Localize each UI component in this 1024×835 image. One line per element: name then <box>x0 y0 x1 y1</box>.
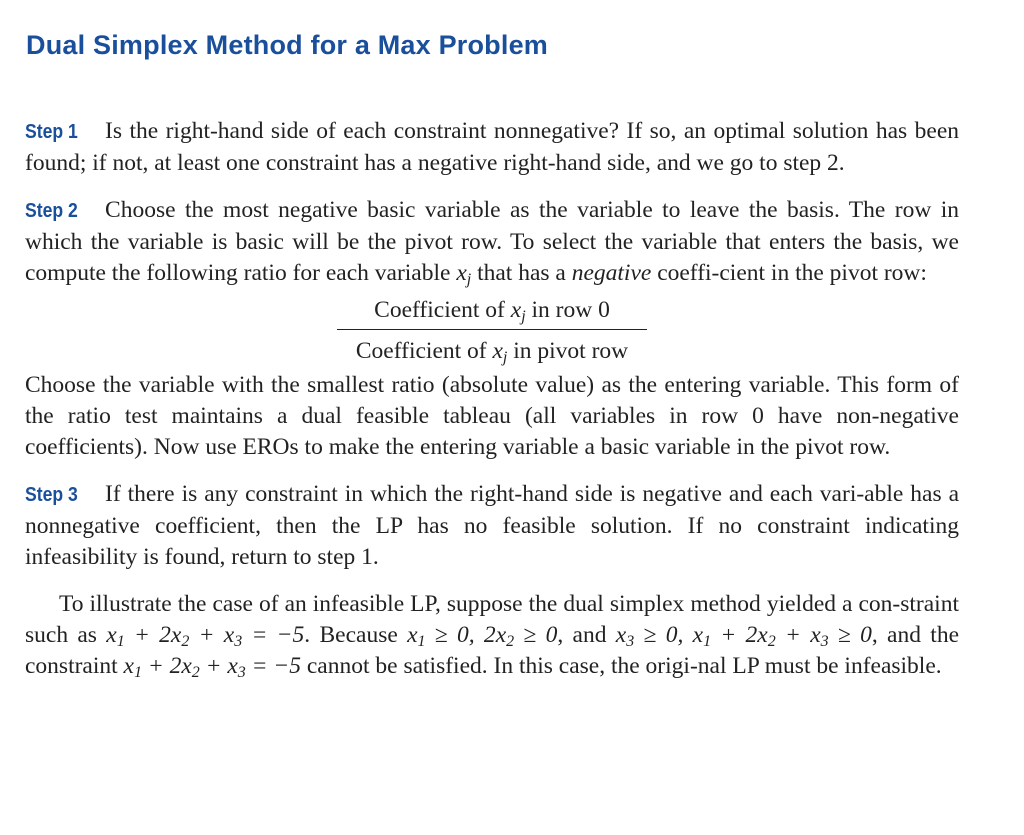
ratio-numerator: Coefficient of $x_j$ in row 0 <box>337 295 647 330</box>
step-1 <box>25 116 959 179</box>
equation-2: $x_1 \ge 0$, $2x_2 \ge 0$ <box>407 622 558 650</box>
page-body <box>25 116 959 682</box>
negative-emphasis: negative <box>571 260 652 286</box>
equation-4: $x_1 + 2x_2 + x_3 = -5$ <box>123 653 301 681</box>
ratio-denominator: Coefficient of $x_j$ in pivot row <box>355 338 629 366</box>
variable-xj: $x_j$ <box>456 260 472 288</box>
step-3-text: If there is any constraint in which the right-hand side is negative and each vari-able has a nonnegative coefficient, then the LP has no feasible solution. If no constraint indicating infeasibility is found, return to step 1. <box>25 481 959 570</box>
equation-1: $x_1 + 2x_2 + x_3 = -5$ <box>106 622 305 650</box>
infeasible-illustration: To illustrate the case of an infeasible LP, suppose the dual simplex method yielded a con-straint such as $x_1 + 2x_2 + x_3 = -5$. Because $x_1 \ge 0$, $2x_2 \ge 0$, and $x_3 \ge 0$, $x_1 + 2x_2 + x_3 \ge 0$, and the constraint $x_1 + 2x_2 + x_3 = -5$ cannot be satisfied. In this case, the origi-nal LP must be infeasible. <box>25 591 959 681</box>
equation-3: $x_3 \ge 0$, $x_1 + 2x_2 + x_3 \ge 0$ <box>615 622 872 650</box>
ratio-formula <box>337 295 647 366</box>
step-2: Step 2 Choose the most negative basic variable as the variable to leave the basis. The row in which the variable is basic will be the pivot row. To select the variable that enters the basis, we compute the following ratio for each variable $x_j$ that has a negative coeffi-cient in the pivot row: <box>25 197 959 288</box>
step-1-text: Is the right-hand side of each constraint nonnegative? If so, an optimal solution has been found; if not, at least one constraint has a negative right-hand side, and we go to step 2. <box>25 118 959 176</box>
page-title: Dual Simplex Method for a Max Problem <box>26 30 548 60</box>
step-2-label: Step 2 <box>25 200 78 222</box>
step-2-continued: Choose the variable with the smallest ratio (absolute value) as the entering variable. This form of the ratio test maintains a dual feasible tableau (all variables in row 0 have non-negative coefficients). Now use EROs to make the entering variable a basic variable in the pivot row. <box>25 372 959 460</box>
step-1-label: Step 1 <box>25 121 78 143</box>
step-2-text: Choose the most negative basic variable as the variable to leave the basis. The row in which the variable is basic will be the pivot row. To select the variable that enters the basis, we compute the following ratio for each variable <box>25 197 959 286</box>
step-3-label: Step 3 <box>25 484 78 506</box>
step-3 <box>25 479 959 573</box>
